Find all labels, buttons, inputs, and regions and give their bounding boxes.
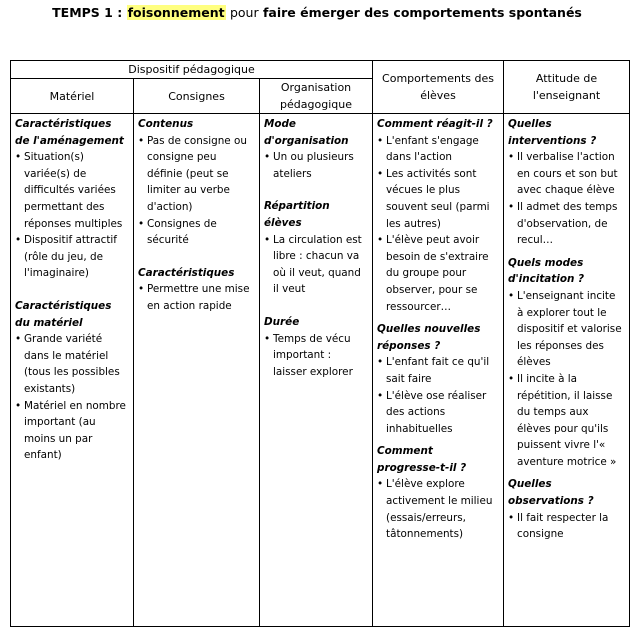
list-item: • L'élève explore activement le milieu (essais/erreurs, tâtonnements) [377, 476, 499, 542]
section-spacer [264, 298, 368, 314]
bullet-list [138, 133, 255, 249]
list-item: • Un ou plusieurs ateliers [264, 149, 368, 182]
cell-comportements [373, 114, 504, 627]
list-item: • La circulation est libre : chacun va où il veut, quand il veut [264, 232, 368, 298]
list-item: • Il verbalise l'action en cours et son but avec chaque élève [508, 149, 625, 199]
section-heading: Contenus [138, 118, 194, 130]
bullet-list [264, 331, 368, 381]
pedagogy-table [10, 60, 630, 627]
list-item: • Matériel en nombre important (au moins un par enfant) [15, 398, 129, 464]
title-connector: pour [229, 5, 259, 20]
section-heading: Caractéristiques du matériel [15, 299, 112, 329]
section-heading: Caractéristiques de l'aménagement [15, 118, 124, 147]
section-heading: Quelles interventions ? [508, 118, 597, 147]
cell-consignes [134, 114, 260, 627]
list-item: • Les activités sont vécues le plus souvent seul (parmi les autres) [377, 166, 499, 232]
list-item: • L'élève peut avoir besoin de s'extraire du groupe pour observer, pour se ressourcer… [377, 232, 499, 315]
list-item: • L'enseignant incite à explorer tout le dispositif et valorise les réponses des élèves [508, 288, 625, 371]
bullet-list [508, 510, 625, 543]
header-attitude: Attitude de l'enseignant [504, 61, 630, 114]
list-item: • Permettre une mise en action rapide [138, 281, 255, 314]
section-heading: Caractéristiques [138, 266, 235, 279]
header-materiel: Matériel [11, 79, 134, 114]
bullet-list [508, 288, 625, 471]
section-spacer [138, 249, 255, 265]
section-heading: Quelles observations ? [508, 478, 594, 508]
list-item: • Il incite à la répétition, il laisse du temps aux élèves pour qu'ils puissent vivre l'« aventure motrice » [508, 371, 625, 471]
list-item: • Dispositif attractif (rôle du jeu, de l'imaginaire) [15, 232, 129, 282]
title-suffix: faire émerger des comportements spontanés [262, 5, 582, 20]
header-consignes: Consignes [134, 79, 260, 114]
list-item: • Temps de vécu important : laisser explorer [264, 331, 368, 381]
title-highlight: foisonnement [127, 5, 225, 20]
bullet-list [15, 331, 129, 464]
list-item: • Il admet des temps d'observation, de recul… [508, 199, 625, 249]
section-heading: Quelles nouvelles réponses ? [377, 323, 481, 352]
header-organisation: Organisation pédagogique [260, 79, 373, 114]
page-title [0, 5, 634, 20]
cell-attitude [504, 114, 630, 627]
bullet-list [264, 149, 368, 182]
section-heading: Répartition élèves [264, 200, 330, 229]
list-item: • L'enfant s'engage dans l'action [377, 133, 499, 166]
list-item: • Situation(s) variée(s) de difficultés variées permettant des réponses multiples [15, 149, 129, 232]
list-item: • L'enfant fait ce qu'il sait faire [377, 354, 499, 387]
section-heading: Quels modes d'incitation ? [508, 256, 585, 286]
cell-materiel [11, 114, 134, 627]
bullet-list [264, 232, 368, 298]
bullet-list [508, 149, 625, 249]
cell-organisation [260, 114, 373, 627]
section-heading: Durée [264, 315, 300, 328]
section-heading: Comment réagit-il ? [377, 118, 493, 130]
list-item: • Consignes de sécurité [138, 216, 255, 249]
bullet-list [138, 281, 255, 314]
section-heading: Mode d'organisation [264, 118, 349, 147]
list-item: • L'élève ose réaliser des actions inhabituelles [377, 388, 499, 438]
list-item: • Pas de consigne ou consigne peu définie (peut se limiter au verbe d'action) [138, 133, 255, 216]
bullet-list [377, 133, 499, 316]
section-spacer [264, 182, 368, 198]
header-comportements: Comportements des élèves [373, 61, 504, 114]
section-spacer [15, 282, 129, 298]
bullet-list [15, 149, 129, 282]
list-item: • Grande variété dans le matériel (tous les possibles existants) [15, 331, 129, 397]
section-heading: Comment progresse-t-il ? [377, 445, 467, 474]
list-item: • Il fait respecter la consigne [508, 510, 625, 543]
bullet-list [377, 476, 499, 542]
title-prefix: TEMPS 1 : [52, 5, 123, 20]
header-dispositif: Dispositif pédagogique [11, 61, 373, 79]
bullet-list [377, 354, 499, 437]
